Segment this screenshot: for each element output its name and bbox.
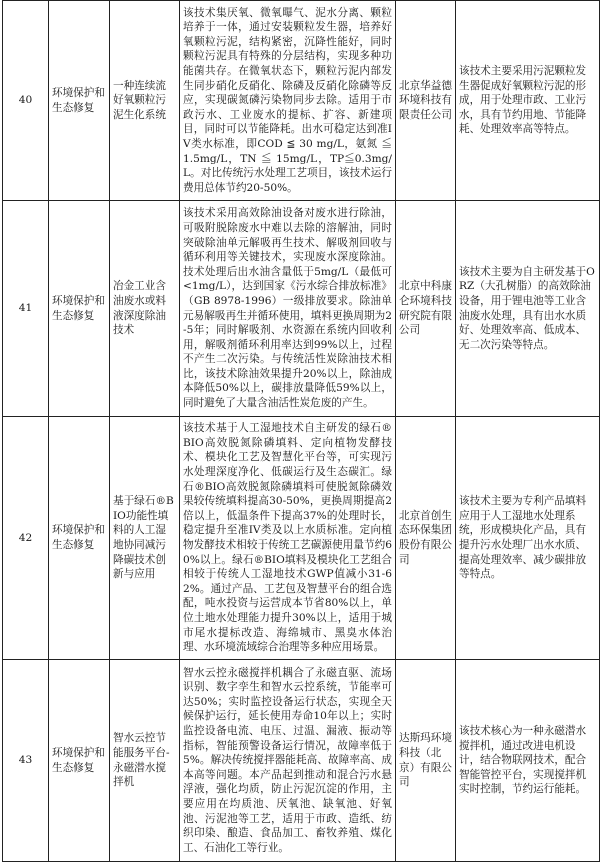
field-cell: 环境保护和生态修复 bbox=[49, 1, 110, 201]
field-cell: 环境保护和生态修复 bbox=[49, 417, 110, 660]
technology-name-cell: 智水云控节能服务平台-永磁潜水搅拌机 bbox=[110, 660, 180, 862]
description-cell: 该技术集厌氧、微氧曝气、泥水分离、颗粒培养于一体，通过安装颗粒发生器，培养好氧颗粒污泥，结构紧密，沉降性能好，同时颗粒污泥具有特殊的分层结构，实现多种功能菌共存。在微氧状态下，颗粒污泥内部发生同步硝化反硝化、除磷及反硝化除磷等反应，实现碳氮磷污染物同步去除。适用于市政污水、工业废水的提标、扩容、新建项目，同时可以节能降耗。出水可稳定达到准IV类水标准，即COD ≦ 30 mg/L，氨氮 ≦ 1.5mg/L，TN ≦ 15mg/L，TP≦0.3mg/L。对比传统污水处理工艺项目，该技术运行费用总体节约20-50%。 bbox=[180, 1, 396, 201]
technology-name-cell: 基于绿石®BIO功能性填料的人工湿地协同减污降碳技术创新与应用 bbox=[110, 417, 180, 660]
features-cell: 该技术主要为自主研发基于ORZ（大孔树脂）的高效除油设备，用于锂电池等工业含油废水处理，具有出水水质好、处理效率高、低成本、无二次污染等特点。 bbox=[456, 201, 600, 417]
organization-cell: 北京首创生态环保集团股份有限公司 bbox=[396, 417, 456, 660]
table-row bbox=[3, 417, 600, 660]
field-cell: 环境保护和生态修复 bbox=[49, 201, 110, 417]
table-row bbox=[3, 201, 600, 417]
organization-cell: 达斯玛环境科技（北京）有限公司 bbox=[396, 660, 456, 862]
description-cell: 智水云控永磁搅拌机耦合了永磁直驱、流场识别、数字孪生和智水云控系统，节能率可达50%；实时监控设备运行状态，实现全天候保护运行，延长使用寿命10年以上；实时监控设备电流、电压、过温、漏液、振动等指标，智能预警设备运行情况，故障率低于5%。解决传统搅拌器能耗高、故障率高、成本高等问题。本产品起到推动和混合污水悬浮液，强化均质，防止污泥沉淀的作用，主要应用在均质池、厌氧池、缺氧池、好氧池、污泥池等工艺，适用于市政、造纸、纺织印染、酿造、食品加工、畜牧养殖、煤化工、石油化工等行业。 bbox=[180, 660, 396, 862]
features-cell: 该技术主要为专利产品填料应用于人工湿地水处理系统，形成模块化产品，具有提升污水处理厂出水水质、提高处理效率、减少碳排放等特点。 bbox=[456, 417, 600, 660]
organization-cell: 北京华益德环境科技有限责任公司 bbox=[396, 1, 456, 201]
row-number: 40 bbox=[3, 1, 49, 201]
technology-name-cell: 一种连续流好氧颗粒污泥生化系统 bbox=[110, 1, 180, 201]
field-cell: 环境保护和生态修复 bbox=[49, 660, 110, 862]
description-cell: 该技术采用高效除油设备对废水进行除油，可吸附脱除废水中难以去除的溶解油，同时突破除油单元解吸再生技术、解吸剂回收与循环利用等关键技术，实现废水深度除油。技术处理后出水油含量低于5mg/L（最低可<1mg/L），达到国家《污水综合排放标准》（GB 8978-1996）一级排放要求。除油单元易解吸再生并循环使用，填料更换周期为2-5年；同时解吸剂、水资源在系统内回收利用，解吸剂循环利用率达到99%以上，过程不产生二次污染。与传统活性炭除油技术相比，该技术除油效果提升20%以上，除油成本降低50%以上，碳排放量降低59%以上，同时避免了大量含油活性炭危废的产生。 bbox=[180, 201, 396, 417]
row-number: 43 bbox=[3, 660, 49, 862]
technology-name-cell: 冶金工业含油废水或料液深度除油技术 bbox=[110, 201, 180, 417]
row-number: 42 bbox=[3, 417, 49, 660]
row-number: 41 bbox=[3, 201, 49, 417]
table-row bbox=[3, 660, 600, 862]
features-cell: 该技术核心为一种永磁潜水搅拌机，通过改进电机设计，结合物联网技术，配合智能管控平台，实现搅拌机实时控制，节约运行能耗。 bbox=[456, 660, 600, 862]
organization-cell: 北京中科康仑环境科技研究院有限公司 bbox=[396, 201, 456, 417]
document-page bbox=[2, 0, 599, 861]
technology-catalog-table bbox=[2, 0, 600, 862]
features-cell: 该技术主要采用污泥颗粒发生器促成好氧颗粒污泥的形成，用于处理市政、工业污水，具有节约用地、节能降耗、处理效率高等特点。 bbox=[456, 1, 600, 201]
description-cell: 该技术基于人工湿地技术自主研发的绿石®BIO高效脱氮除磷填料、定向植物发酵技术、模块化工艺及智慧化平台等，可实现污水处理深度净化、低碳运行及生态碳汇。绿石®BIO高效脱氮除磷填料可使脱氮除磷效果较传统填料提高30-50%，更换周期提高2倍以上，低温条件下提高37%的处理时长，稳定提升至准IV类及以上水质标准。定向植物发酵技术相较于传统工艺碳源使用量节约60%以上。绿石®BIO填料及模块化工艺组合相较于传统人工湿地技术GWP值减小31-62%。通过产品、工艺包及智慧平台的组合选配，吨水投资与运营成本节省80%以上，单位土地水处理能力提升30%以上，适用于城市尾水提标改造、海绵城市、黑臭水体治理、水环境流域综合治理等多种应用场景。 bbox=[180, 417, 396, 660]
table-row bbox=[3, 1, 600, 201]
